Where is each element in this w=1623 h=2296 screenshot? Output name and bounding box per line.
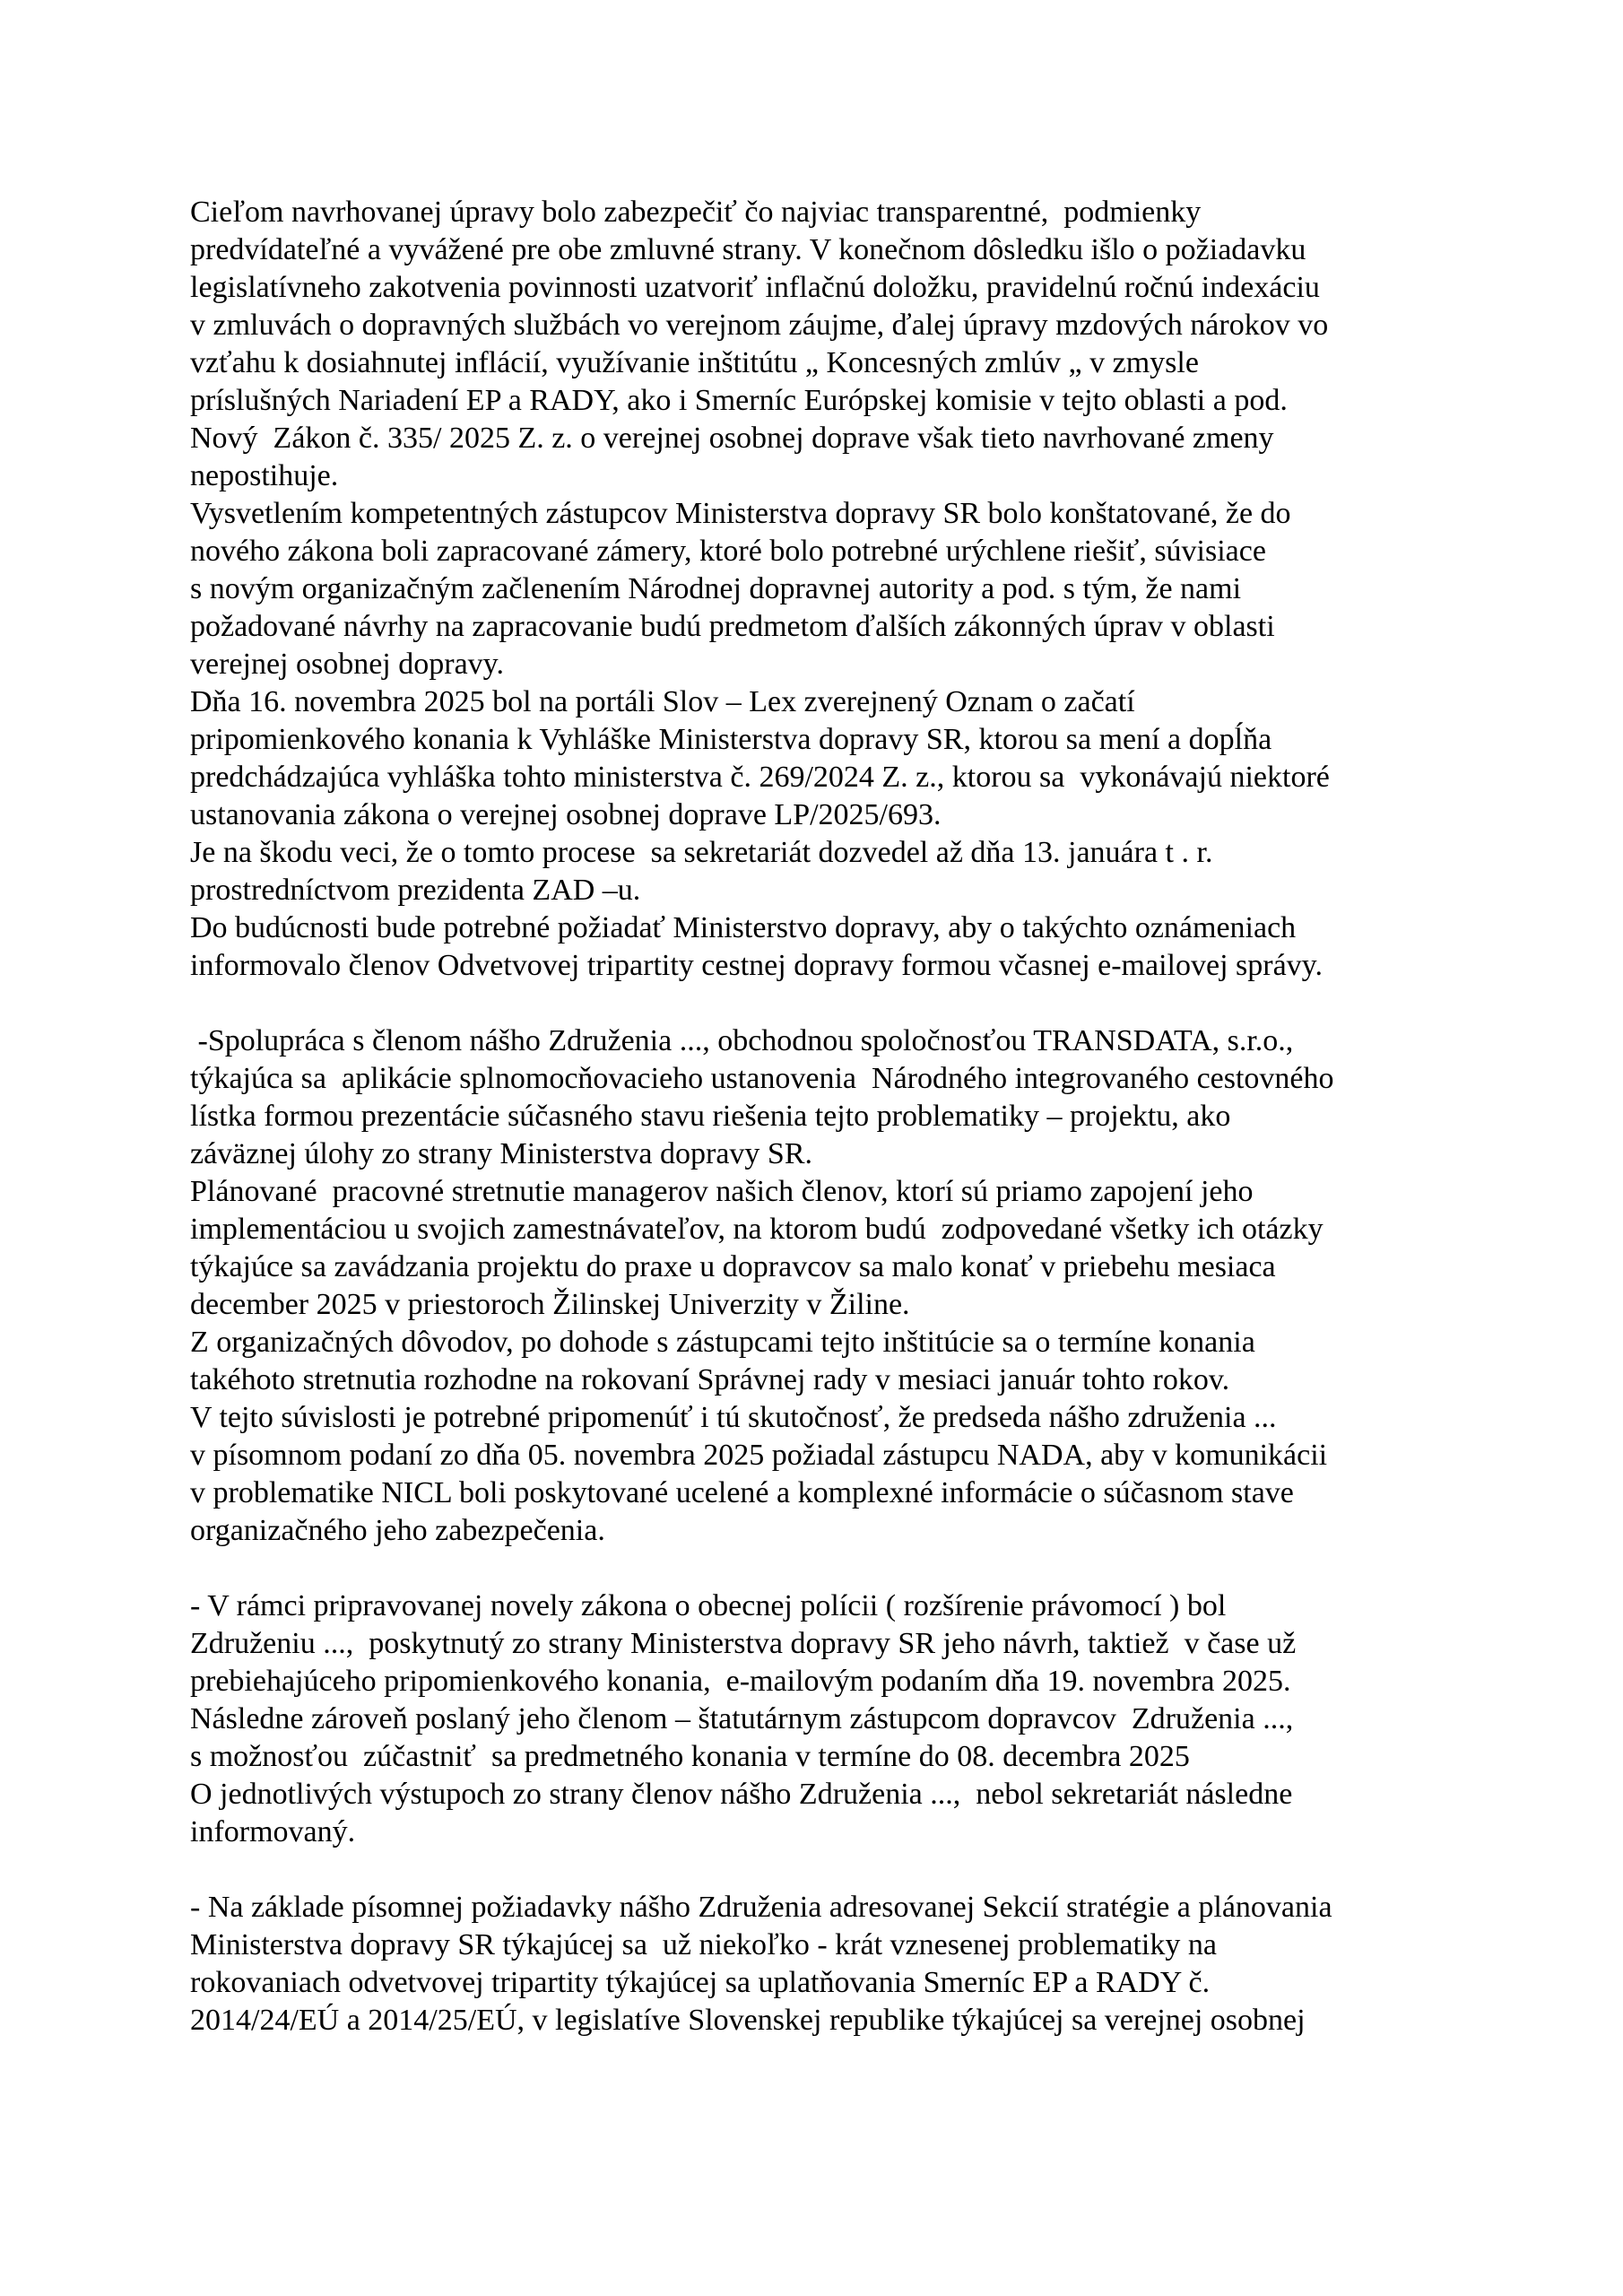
text-line: Z organizačných dôvodov, po dohode s zástupcami tejto inštitúcie sa o termíne konania [190,1326,1255,1359]
text-line: Nový Zákon č. 335/ 2025 Z. z. o verejnej osobnej doprave však tieto navrhované zmeny [190,422,1274,455]
text-line: implementáciou u svojich zamestnávateľov, na ktorom budú zodpovedané všetky ich otázky [190,1213,1324,1246]
text-line: lístka formou prezentácie súčasného stavu riešenia tejto problematiky – projektu, ako [190,1100,1231,1133]
text-line: týkajúce sa zavádzania projektu do praxe u dopravcov sa malo konať v priebehu mesiaca [190,1250,1276,1283]
text-line: nového zákona boli zapracované zámery, ktoré bolo potrebné urýchlene riešiť, súvisiace [190,535,1266,568]
text-line: informovalo členov Odvetvovej tripartity cestnej dopravy formou včasnej e-mailovej správy. [190,949,1323,982]
text-line: ustanovania zákona o verejnej osobnej doprave LP/2025/693. [190,798,942,831]
text-line [190,1851,1499,1889]
text-line: Združeniu ..., poskytnutý zo strany Ministerstva dopravy SR jeho návrh, taktiež v čase už [190,1627,1297,1660]
text-line: pripomienkového konania k Vyhláške Ministerstva dopravy SR, ktorou sa mení a dopĺňa [190,723,1272,756]
text-line: Vysvetlením kompetentných zástupcov Ministerstva dopravy SR bolo konštatované, že do [190,497,1291,530]
text-line: záväznej úlohy zo strany Ministerstva dopravy SR. [190,1137,813,1170]
text-line: - V rámci pripravovanej novely zákona o obecnej polícii ( rozšírenie právomocí ) bol [190,1589,1227,1622]
text-line: Je na škodu veci, že o tomto procese sa sekretariát dozvedel až dňa 13. januára t . r. [190,836,1213,869]
document-body [190,194,1499,2039]
text-line: predchádzajúca vyhláška tohto ministerstva č. 269/2024 Z. z., ktorou sa vykonávajú niektoré [190,761,1330,794]
text-line: požadované návrhy na zapracovanie budú predmetom ďalších zákonných úprav v oblasti [190,610,1275,643]
text-line: legislatívneho zakotvenia povinnosti uzatvoriť inflačnú doložku, pravidelnú ročnú indexáciu [190,271,1320,304]
text-line: príslušných Nariadení EP a RADY, ako i Smerníc Európskej komisie v tejto oblasti a pod. [190,384,1288,417]
text-line: Následne zároveň poslaný jeho členom – štatutárnym zástupcom dopravcov Združenia ..., [190,1702,1294,1735]
text-line [190,1550,1499,1587]
text-line: Ministerstva dopravy SR týkajúcej sa už niekoľko - krát vznesenej problematiky na [190,1928,1217,1961]
text-line: rokovaniach odvetvovej tripartity týkajúcej sa uplatňovania Smerníc EP a RADY č. [190,1966,1211,1999]
text-line: Cieľom navrhovanej úpravy bolo zabezpečiť čo najviac transparentné, podmienky [190,196,1202,229]
text-line: 2014/24/EÚ a 2014/25/EÚ, v legislatíve Slovenskej republike týkajúcej sa verejnej osobnej [190,2004,1306,2037]
text-line: týkajúca sa aplikácie splnomocňovacieho ustanovenia Národného integrovaného cestovného [190,1062,1334,1095]
text-line: v zmluvách o dopravných službách vo verejnom záujme, ďalej úpravy mzdových nárokov vo [190,309,1329,342]
text-line: informovaný. [190,1815,356,1848]
text-line: - Na základe písomnej požiadavky nášho Združenia adresovanej Sekcií stratégie a plánovania [190,1891,1332,1924]
text-line: prostredníctvom prezidenta ZAD –u. [190,874,641,907]
text-line: v písomnom podaní zo dňa 05. novembra 2025 požiadal zástupcu NADA, aby v komunikácii [190,1439,1328,1472]
text-line: prebiehajúceho pripomienkového konania, e-mailovým podaním dňa 19. novembra 2025. [190,1665,1291,1698]
text-line: predvídateľné a vyvážené pre obe zmluvné strany. V konečnom dôsledku išlo o požiadavku [190,233,1306,266]
text-line [190,985,1499,1022]
text-line: Plánované pracovné stretnutie managerov našich členov, ktorí sú priamo zapojení jeho [190,1175,1254,1208]
text-line: Dňa 16. novembra 2025 bol na portáli Slov – Lex zverejnený Oznam o začatí [190,685,1135,718]
text-line: verejnej osobnej dopravy. [190,648,504,681]
text-line: december 2025 v priestoroch Žilinskej Univerzity v Žiline. [190,1288,910,1321]
text-line: organizačného jeho zabezpečenia. [190,1514,605,1547]
text-line: V tejto súvislosti je potrebné pripomenúť i tú skutočnosť, že predseda nášho združenia ... [190,1401,1277,1434]
text-line: -Spolupráca s členom nášho Združenia ..., obchodnou spoločnosťou TRANSDATA, s.r.o., [190,1024,1294,1057]
text-line: s novým organizačným začlenením Národnej dopravnej autority a pod. s tým, že nami [190,572,1242,605]
text-line: v problematike NICL boli poskytované ucelené a komplexné informácie o súčasnom stave [190,1476,1294,1509]
text-line: O jednotlivých výstupoch zo strany členov nášho Združenia ..., nebol sekretariát následne [190,1778,1293,1811]
text-line: Do budúcnosti bude potrebné požiadať Ministerstvo dopravy, aby o takýchto oznámeniach [190,911,1297,944]
text-line: takéhoto stretnutia rozhodne na rokovaní Správnej rady v mesiaci január tohto rokov. [190,1363,1230,1396]
text-line: nepostihuje. [190,459,339,492]
text-line: vzťahu k dosiahnutej inflácií, využívanie inštitútu „ Koncesných zmlúv „ v zmysle [190,346,1199,379]
text-line: s možnosťou zúčastniť sa predmetného konania v termíne do 08. decembra 2025 [190,1740,1190,1773]
